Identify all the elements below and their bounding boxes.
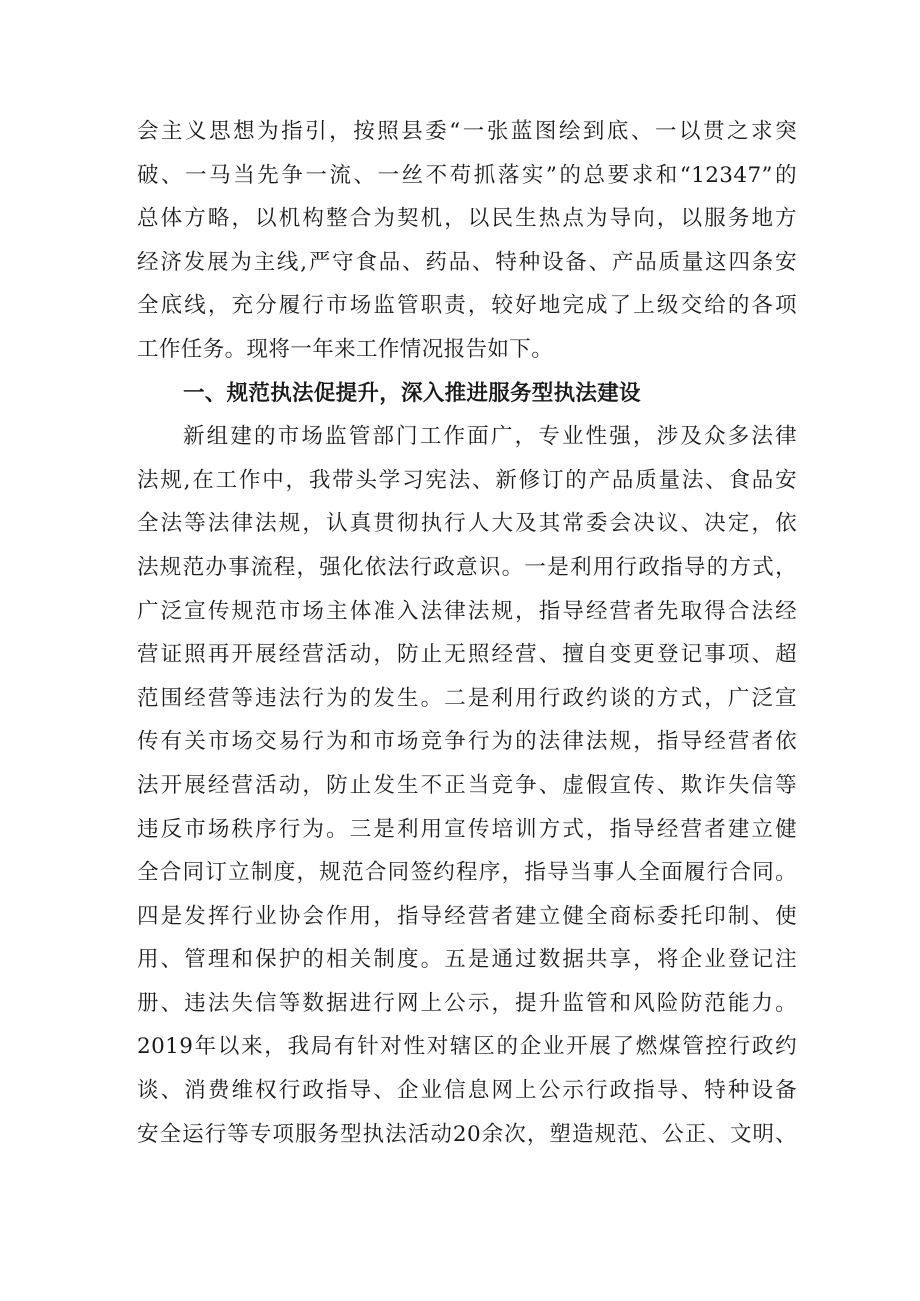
text-line: 法开展经营活动，防止发生不正当竞争、虚假宣传、欺诈失信等 bbox=[137, 772, 797, 798]
text-line: 法规,在工作中，我带头学习宪法、新修订的产品质量法、食品安 bbox=[137, 467, 797, 493]
section-paragraph bbox=[137, 415, 797, 1156]
text-line: 营证照再开展经营活动，防止无照经营、擅自变更登记事项、超 bbox=[137, 642, 797, 668]
text-line: 用、管理和保护的相关制度。五是通过数据共享，将企业登记注 bbox=[137, 947, 797, 973]
text-line: 法规范办事流程，强化依法行政意识。一是利用行政指导的方式， bbox=[137, 554, 797, 580]
text-line: 传有关市场交易行为和市场竞争行为的法律法规，指导经营者依 bbox=[137, 729, 797, 755]
text-line: 全合同订立制度，规范合同签约程序，指导当事人全面履行合同。 bbox=[137, 860, 797, 886]
paragraph-continuation bbox=[137, 110, 797, 372]
text-line: 四是发挥行业协会作用，指导经营者建立健全商标委托印制、使 bbox=[137, 903, 797, 929]
text-line: 违反市场秩序行为。三是利用宣传培训方式，指导经营者建立健 bbox=[137, 816, 797, 842]
text-line: 新组建的市场监管部门工作面广，专业性强，涉及众多法律 bbox=[183, 424, 797, 450]
text-line: 会主义思想为指引，按照县委“一张蓝图绘到底、一以贯之求突 bbox=[137, 119, 797, 144]
text-line: 全底线，充分履行市场监管职责，较好地完成了上级交给的各项 bbox=[137, 293, 797, 319]
text-line: 工作任务。现将一年来工作情况报告如下。 bbox=[137, 336, 554, 362]
text-line: 2019年以来，我局有针对性对辖区的企业开展了燃煤管控行政约 bbox=[137, 1034, 797, 1060]
text-line: 谈、消费维权行政指导、企业信息网上公示行政指导、特种设备 bbox=[137, 1078, 797, 1104]
text-line: 广泛宣传规范市场主体准入法律法规，指导经营者先取得合法经 bbox=[137, 598, 797, 624]
text-line: 破、一马当先争一流、一丝不苟抓落实”的总要求和“12347”的 bbox=[137, 162, 797, 188]
text-line: 全法等法律法规，认真贯彻执行人大及其常委会决议、决定，依 bbox=[137, 511, 797, 537]
section-heading: 一、规范执法促提升，深入推进服务型执法建设 bbox=[183, 380, 641, 406]
text-line: 安全运行等专项服务型执法活动20余次，塑造规范、公正、文明、 bbox=[137, 1121, 797, 1147]
text-line: 范围经营等违法行为的发生。二是利用行政约谈的方式，广泛宣 bbox=[137, 685, 797, 711]
text-line: 经济发展为主线,严守食品、药品、特种设备、产品质量这四条安 bbox=[137, 249, 797, 275]
document-body bbox=[137, 110, 797, 1156]
text-line: 总体方略，以机构整合为契机，以民生热点为导向，以服务地方 bbox=[137, 206, 797, 232]
text-line: 册、违法失信等数据进行网上公示，提升监管和风险防范能力。 bbox=[137, 990, 797, 1016]
